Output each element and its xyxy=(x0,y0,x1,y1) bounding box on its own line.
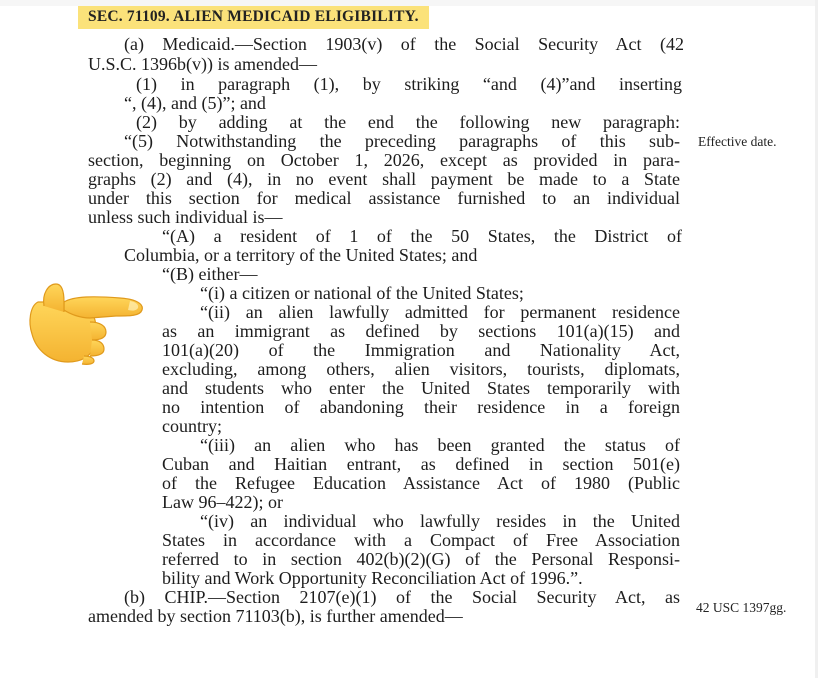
text-line: Law 96–422); or xyxy=(162,492,283,512)
text-line: “(iii) an alien who has been granted the status of xyxy=(200,435,680,455)
text-line: Columbia, or a territory of the United States; and xyxy=(124,245,478,265)
text-line: graphs (2) and (4), in no event shall payment be made to a State xyxy=(88,169,680,189)
text-line: under this section for medical assistance furnished to an individual xyxy=(88,188,680,208)
text-line: as an immigrant as defined by sections 101(a)(15) and xyxy=(162,321,680,341)
text-line: 101(a)(20) of the Immigration and Nationality Act, xyxy=(162,340,680,360)
text-line: “(ii) an alien lawfully admitted for permanent residence xyxy=(200,302,680,322)
margin-note-effective-date: Effective date. xyxy=(698,134,777,149)
text-line: (2) by adding at the end the following new paragraph: xyxy=(136,112,680,132)
text-line: excluding, among others, alien visitors, tourists, diplomats, xyxy=(162,359,680,379)
text-line: States in accordance with a Compact of Free Association xyxy=(162,530,680,550)
text-line: “(i) a citizen or national of the United States; xyxy=(200,283,524,303)
text-line: “(B) either— xyxy=(162,264,258,284)
section-heading: SEC. 71109. ALIEN MEDICAID ELIGIBILITY. xyxy=(78,6,429,29)
text-line: (1) in paragraph (1), by striking “and (4)”and inserting xyxy=(136,74,682,94)
text-line: referred to in section 402(b)(2)(G) of the Personal Responsi- xyxy=(162,549,680,569)
text-line: “(iv) an individual who lawfully resides in the United xyxy=(200,511,680,531)
text-line: “(A) a resident of 1 of the 50 States, the District of xyxy=(162,226,682,246)
text-line: unless such individual is— xyxy=(88,207,283,227)
text-line: section, beginning on October 1, 2026, except as provided in para- xyxy=(88,150,680,170)
text-line: and students who enter the United States temporarily with xyxy=(162,378,680,398)
text-line: no intention of abandoning their residence in a foreign xyxy=(162,397,680,417)
text-line: (a) Medicaid.—Section 1903(v) of the Social Security Act (42 xyxy=(124,34,684,54)
text-line: “(5) Notwithstanding the preceding paragraphs of this sub- xyxy=(124,131,680,151)
text-line: bility and Work Opportunity Reconciliation Act of 1996.”. xyxy=(162,568,583,588)
pointing-hand-icon xyxy=(24,272,152,368)
text-line: amended by section 71103(b), is further amended— xyxy=(88,606,463,626)
margin-note-usc-cite: 42 USC 1397gg. xyxy=(696,600,787,615)
text-line: (b) CHIP.—Section 2107(e)(1) of the Social Security Act, as xyxy=(124,587,680,607)
text-line: U.S.C. 1396b(v)) is amended— xyxy=(88,54,317,74)
text-line: of the Refugee Education Assistance Act of 1980 (Public xyxy=(162,473,680,493)
text-line: “, (4), and (5)”; and xyxy=(124,93,266,113)
text-line: Cuban and Haitian entrant, as defined in section 501(e) xyxy=(162,454,680,474)
text-line: country; xyxy=(162,416,222,436)
